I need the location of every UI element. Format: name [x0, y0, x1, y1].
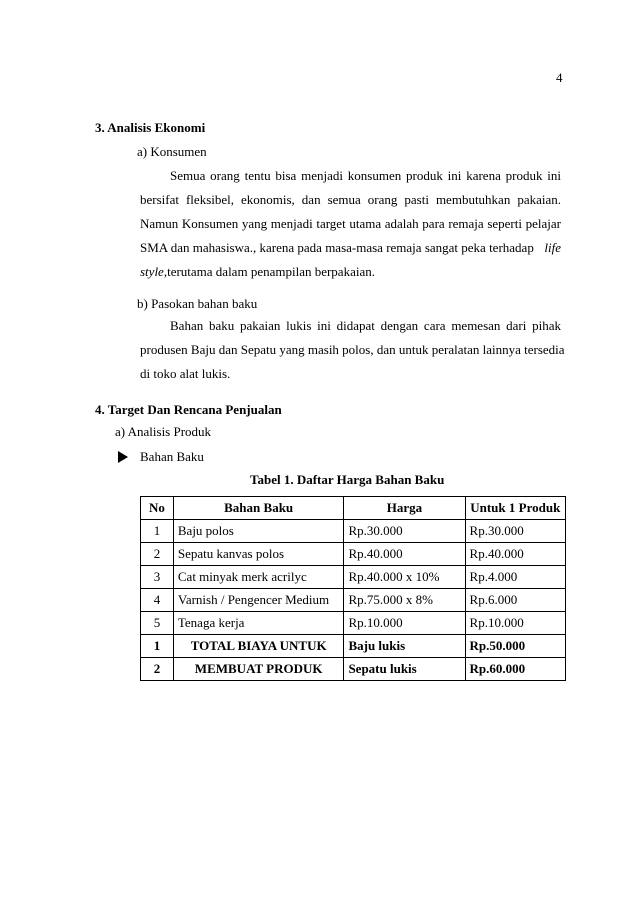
cell-total-label: MEMBUAT PRODUK	[173, 658, 344, 681]
price-table	[140, 496, 566, 681]
cell-product: Baju lukis	[344, 635, 465, 658]
subsection-konsumen-label: a) Konsumen	[137, 144, 207, 159]
cell-untuk: Rp.10.000	[465, 612, 565, 635]
pasokan-line-3: di toko alat lukis.	[140, 366, 231, 381]
cell-bahan: Varnish / Pengencer Medium	[173, 589, 344, 612]
table-row	[141, 566, 566, 589]
table-header-row	[141, 497, 566, 520]
cell-no: 5	[141, 612, 174, 635]
table-row	[141, 543, 566, 566]
cell-bahan: Tenaga kerja	[173, 612, 344, 635]
cell-untuk: Rp.40.000	[465, 543, 565, 566]
cell-harga: Rp.30.000	[344, 520, 465, 543]
cell-untuk: Rp.6.000	[465, 589, 565, 612]
cell-product: Sepatu lukis	[344, 658, 465, 681]
pasokan-line-1: Bahan baku pakaian lukis ini didapat dengan cara memesan dari pihak	[170, 318, 561, 333]
cell-harga: Rp.40.000	[344, 543, 465, 566]
page-number: 4	[556, 70, 563, 85]
table-row	[141, 612, 566, 635]
header-untuk-1-produk: Untuk 1 Produk	[465, 497, 565, 520]
konsumen-line-4-italic: life	[544, 240, 561, 255]
cell-bahan: Cat minyak merk acrilyc	[173, 566, 344, 589]
table-title: Tabel 1. Daftar Harga Bahan Baku	[250, 472, 445, 487]
konsumen-line-3: Namun Konsumen yang menjadi target utama adalah para remaja seperti pelajar	[140, 216, 561, 231]
section-4-heading: 4. Target Dan Rencana Penjualan	[95, 402, 282, 417]
cell-harga: Rp.75.000 x 8%	[344, 589, 465, 612]
header-no: No	[141, 497, 174, 520]
cell-no: 2	[141, 543, 174, 566]
konsumen-line-1: Semua orang tentu bisa menjadi konsumen produk ini karena produk ini	[170, 168, 561, 183]
cell-bahan: Baju polos	[173, 520, 344, 543]
cell-total-value: Rp.60.000	[465, 658, 565, 681]
bullet-bahan-baku: Bahan Baku	[140, 449, 204, 464]
arrow-bullet-icon	[118, 451, 128, 463]
konsumen-line-4-text: SMA dan mahasiswa., karena pada masa-masa remaja sangat peka terhadap	[140, 240, 534, 255]
konsumen-line-5	[140, 264, 375, 280]
table-total-row	[141, 658, 566, 681]
cell-untuk: Rp.4.000	[465, 566, 565, 589]
cell-bahan: Sepatu kanvas polos	[173, 543, 344, 566]
subsection-pasokan-label: b) Pasokan bahan baku	[137, 296, 258, 311]
cell-total-value: Rp.50.000	[465, 635, 565, 658]
cell-no: 2	[141, 658, 174, 681]
konsumen-line-5-italic: style,	[140, 264, 168, 279]
cell-no: 3	[141, 566, 174, 589]
table-row	[141, 520, 566, 543]
cell-total-label: TOTAL BIAYA UNTUK	[173, 635, 344, 658]
cell-harga: Rp.10.000	[344, 612, 465, 635]
cell-no: 1	[141, 520, 174, 543]
cell-no: 1	[141, 635, 174, 658]
konsumen-line-4	[140, 240, 561, 256]
table-row	[141, 589, 566, 612]
cell-untuk: Rp.30.000	[465, 520, 565, 543]
pasokan-line-2: produsen Baju dan Sepatu yang masih polos, dan untuk peralatan lainnya tersedia	[140, 342, 565, 357]
cell-no: 4	[141, 589, 174, 612]
header-bahan-baku: Bahan Baku	[173, 497, 344, 520]
cell-harga: Rp.40.000 x 10%	[344, 566, 465, 589]
table-total-row	[141, 635, 566, 658]
header-harga: Harga	[344, 497, 465, 520]
section-3-heading: 3. Analisis Ekonomi	[95, 120, 206, 135]
konsumen-line-2: bersifat fleksibel, ekonomis, dan semua orang pasti membutuhkan pakaian.	[140, 192, 561, 207]
subsection-analisis-produk-label: a) Analisis Produk	[115, 424, 212, 439]
konsumen-line-5-text: terutama dalam penampilan berpakaian.	[167, 264, 375, 279]
